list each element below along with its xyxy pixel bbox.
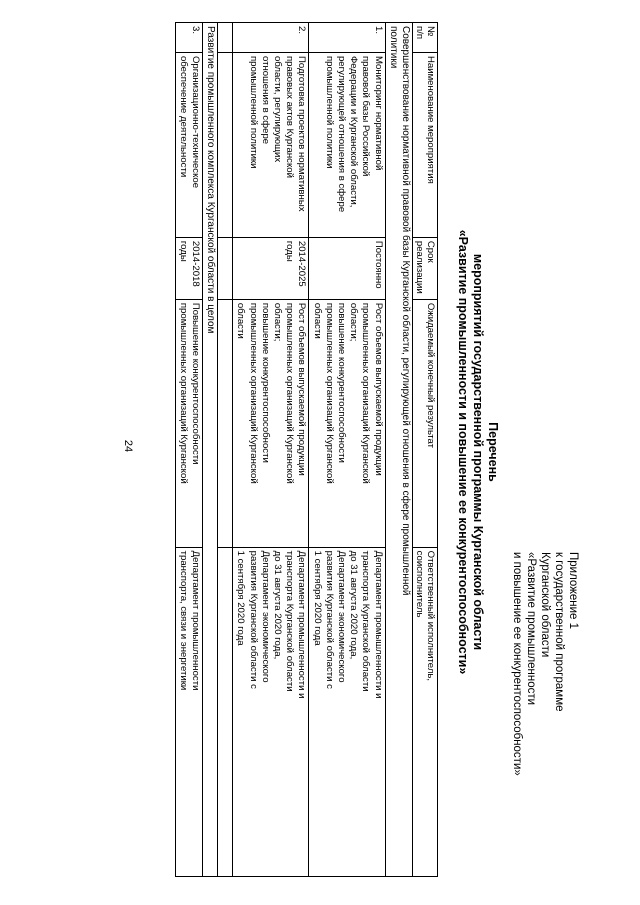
header-term: Срок реализации [413, 237, 438, 299]
appendix-line: «Развитие промышленности [525, 552, 537, 706]
section-row [202, 23, 217, 877]
measure-term: 2014-2018 годы [175, 237, 202, 299]
measure-term: 2014-2025 годы [233, 237, 309, 299]
measure-name: Мониторинг нормативной правовой базы Российской Федерации и Курганской области, регулирующей отношения в сфере промышленной политики [309, 52, 385, 237]
section-title: Развитие промышленного комплекса Курганской области в целом [202, 23, 217, 877]
measure-executor: Департамент промышленности и транспорта Курганской области до 31 августа 2020 года, Департамент экономического развития Курганской области с 1 сентября 2020 года [309, 547, 385, 876]
table-row [233, 23, 309, 877]
measure-executor: Департамент промышленности и транспорта Курганской области до 31 августа 2020 года, Департамент экономического развития Курганской области с 1 сентября 2020 года [233, 547, 309, 876]
measure-executor: Департамент промышленности транспорта, связи и энергетики [175, 547, 202, 876]
empty-cell [218, 237, 233, 299]
section-row [385, 23, 412, 877]
header-result: Ожидаемый конечный результат [413, 299, 438, 547]
table-row [309, 23, 385, 877]
title-line: мероприятий государственной программы Курганской области [471, 253, 485, 651]
empty-cell [218, 299, 233, 547]
appendix-block [510, 552, 580, 882]
appendix-line: Курганской области [539, 552, 551, 658]
measure-name: Организационно-техническое обеспечение деятельности [175, 52, 202, 237]
measure-result: Рост объемов выпускаемой продукции промышленных организаций Курганской области; повышение конкурентоспособности промышленных организаций Курганской области [309, 299, 385, 547]
measure-result: Повышение конкурентоспособности промышленных организаций Курганской [175, 299, 202, 547]
title-line: Перечень [486, 422, 500, 482]
row-number: 3. [175, 23, 202, 53]
row-number: 1. [309, 23, 385, 53]
header-executor: Ответственный исполнитель, соисполнитель [413, 547, 438, 876]
document-title [455, 22, 500, 882]
header-name: Наименование мероприятия [413, 52, 438, 237]
measures-table [175, 22, 438, 877]
empty-cell [218, 52, 233, 237]
title-line: «Развитие промышленности и повышение ее конкурентоспособности» [456, 229, 470, 675]
measure-result: Рост объемов выпускаемой продукции промышленных организаций Курганской области; повышение конкурентоспособности промышленных организаций Курганской области [233, 299, 309, 547]
section-title: Совершенствование нормативной правовой базы Курганской области, регулирующей отношения в сфере промышленной политики [385, 23, 412, 877]
rotated-page-content [88, 22, 598, 882]
empty-cell [218, 23, 233, 53]
table-header-row [413, 23, 438, 877]
table-row [175, 23, 202, 877]
measure-name: Подготовка проектов нормативных правовых актов Курганской области, регулирующих отношения в сфере промышленной политики [233, 52, 309, 237]
row-number: 2. [233, 23, 309, 53]
appendix-line: Приложение 1 [567, 552, 579, 630]
header-num: № п/п [413, 23, 438, 53]
measure-term: Постоянно [309, 237, 385, 299]
appendix-line: к государственной программе [553, 552, 565, 712]
table-row-empty [218, 23, 233, 877]
empty-cell [218, 547, 233, 876]
page-number: 24 [122, 439, 134, 453]
appendix-line: и повышение ее конкурентоспособности» [511, 552, 523, 776]
